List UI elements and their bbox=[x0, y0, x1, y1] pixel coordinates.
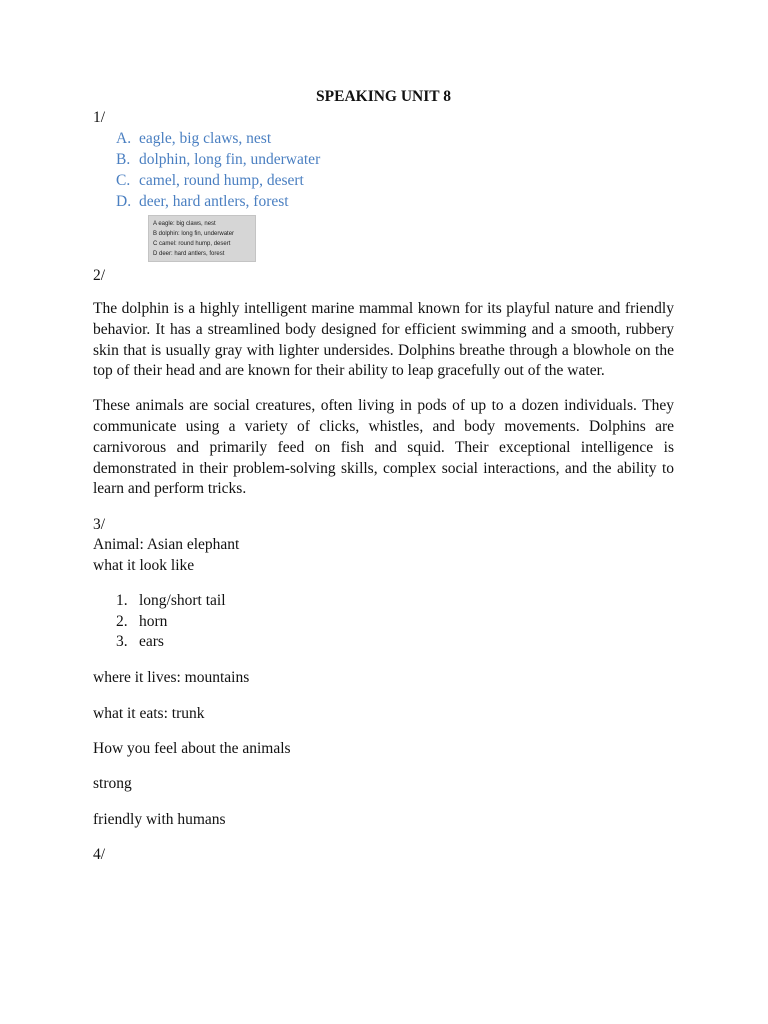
thumbnail-line: D deer: hard antlers, forest bbox=[153, 251, 225, 257]
answer-options bbox=[93, 128, 674, 212]
option-d bbox=[116, 191, 674, 212]
item-text: horn bbox=[139, 612, 168, 630]
option-c bbox=[116, 170, 674, 191]
section-3-label: 3/ bbox=[93, 516, 106, 534]
thumbnail-line: A eagle: big claws, nest bbox=[153, 221, 216, 227]
item-text: ears bbox=[139, 633, 164, 651]
option-text: eagle, big claws, nest bbox=[139, 130, 272, 147]
option-letter: C. bbox=[116, 172, 131, 189]
thumbnail-line: B dolphin: long fin, underwater bbox=[153, 231, 235, 237]
what-it-eats: what it eats: trunk bbox=[93, 704, 205, 722]
dolphin-paragraph-2: These animals are social creatures, often living in pods of up to a dozen individuals. They communicate using a variety of clicks, whistles, and body movements. Dolphins are carnivorous and primarily feed on fish and squid. Their exceptional intelligence is demonstrated in their problem-solving skills, complex social interactions, and the ability to learn and perform tricks. bbox=[93, 397, 674, 498]
option-letter: D. bbox=[116, 193, 132, 210]
dolphin-paragraph-1: The dolphin is a highly intelligent marine mammal known for its playful nature and friendly behavior. It has a streamlined body designed for efficient swimming and a smooth, rubbery skin that is usually gray with lighter undersides. Dolphins breathe through a blowhole on the top of their head and are known for their ability to leap gracefully out of the water. bbox=[93, 300, 674, 380]
item-number: 3. bbox=[116, 633, 128, 651]
feelings-heading: How you feel about the animals bbox=[93, 739, 291, 757]
option-text: dolphin, long fin, underwater bbox=[139, 151, 321, 168]
option-letter: B. bbox=[116, 151, 131, 168]
item-number: 1. bbox=[116, 592, 128, 610]
where-it-lives: where it lives: mountains bbox=[93, 668, 250, 686]
section-2-label: 2/ bbox=[93, 267, 106, 284]
thumbnail-line: C camel: round hump, desert bbox=[153, 241, 231, 247]
section-1-label: 1/ bbox=[93, 109, 106, 126]
item-number: 2. bbox=[116, 612, 128, 630]
options-thumbnail-image bbox=[148, 215, 256, 262]
section-4-label: 4/ bbox=[93, 845, 106, 863]
look-heading: what it look like bbox=[93, 556, 195, 574]
page-title: SPEAKING UNIT 8 bbox=[316, 88, 451, 105]
option-letter: A. bbox=[116, 130, 132, 147]
document-page bbox=[93, 86, 674, 865]
look-item bbox=[116, 591, 674, 612]
item-text: long/short tail bbox=[139, 592, 226, 610]
look-item bbox=[116, 612, 674, 633]
option-text: camel, round hump, desert bbox=[139, 172, 304, 189]
look-list bbox=[93, 591, 674, 653]
look-item bbox=[116, 632, 674, 653]
option-a bbox=[116, 128, 674, 149]
option-text: deer, hard antlers, forest bbox=[139, 193, 289, 210]
option-b bbox=[116, 149, 674, 170]
animal-name: Animal: Asian elephant bbox=[93, 536, 240, 554]
feeling-friendly: friendly with humans bbox=[93, 810, 226, 828]
feeling-strong: strong bbox=[93, 774, 132, 792]
